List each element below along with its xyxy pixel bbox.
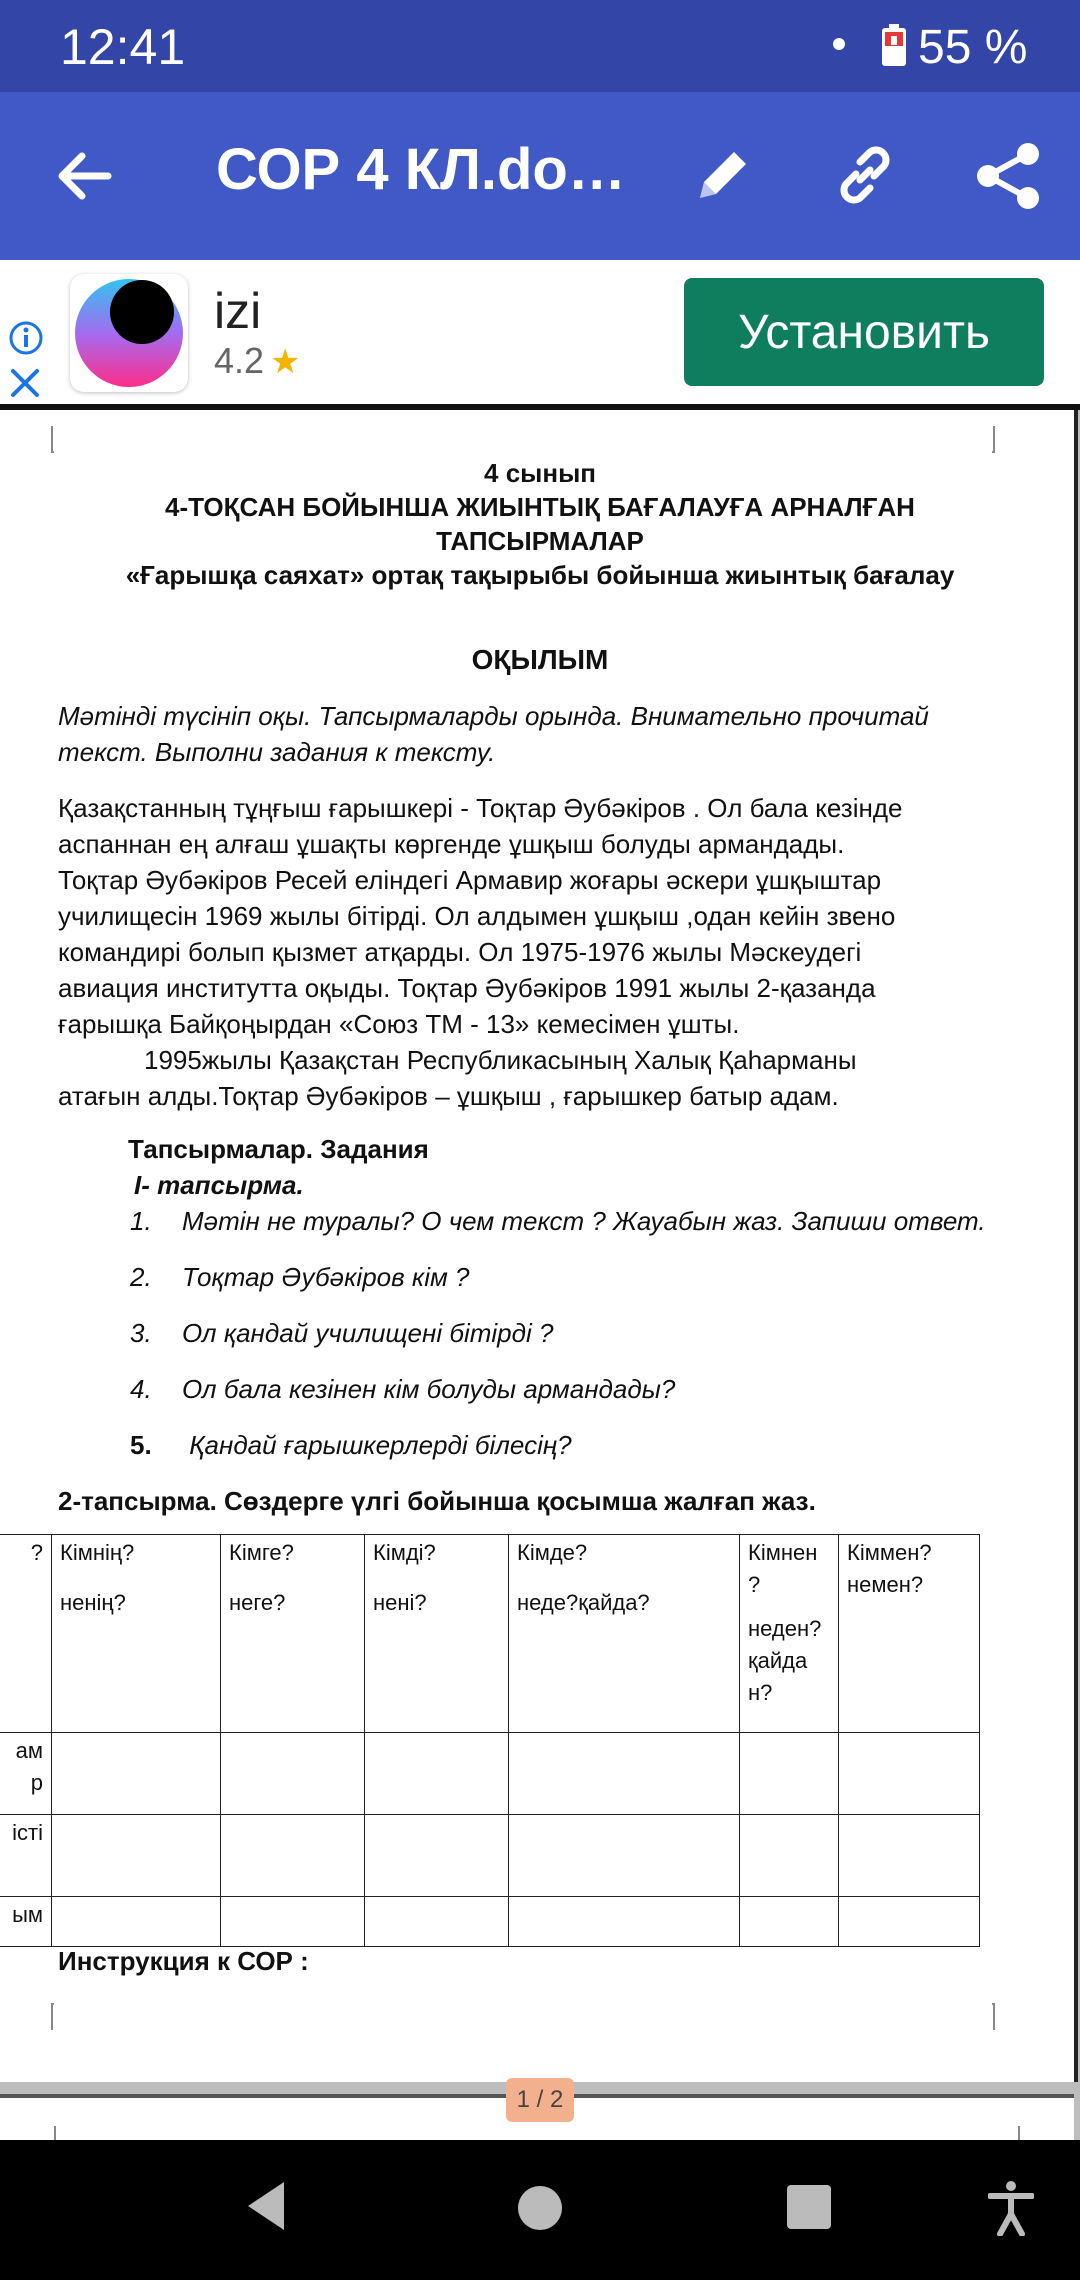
header-line: ? xyxy=(748,1572,761,1597)
table-cell xyxy=(221,1897,365,1947)
table-header-cell xyxy=(0,1535,52,1733)
header-line: немен? xyxy=(847,1572,924,1597)
question-number: 1. xyxy=(130,1206,152,1236)
table-cell xyxy=(221,1815,365,1897)
question-number: 4. xyxy=(130,1374,152,1404)
header-line: қайда xyxy=(748,1648,808,1673)
task2-heading: 2-тапсырма. Сөздерге үлгі бойынша қосымша жалғап жаз. xyxy=(58,1486,816,1516)
crop-mark-icon xyxy=(992,2002,1020,2030)
header-line: Кімнен xyxy=(748,1540,818,1565)
question-number: 2. xyxy=(130,1262,152,1292)
battery-icon xyxy=(880,24,908,68)
battery-percentage: 55 % xyxy=(918,21,1028,74)
paragraph-line: училищесін 1969 жылы бітірді. Ол алдымен ұшқыш ,одан кейін звено xyxy=(58,901,896,931)
document-title: СОР 4 КЛ.do… xyxy=(216,137,626,202)
table-cell xyxy=(52,1815,221,1897)
accessibility-icon[interactable] xyxy=(988,2180,1034,2236)
share-icon[interactable] xyxy=(972,140,1044,212)
paragraph-line: ғарышқа Байқоңырдан «Союз ТМ - 13» кемесімен ұшты. xyxy=(58,1009,740,1039)
header-spacer xyxy=(517,1569,731,1587)
doc-title-line2: ТАПСЫРМАЛАР xyxy=(436,526,644,556)
page-indicator: 1 / 2 xyxy=(506,2078,574,2122)
notification-dot-icon xyxy=(833,38,845,50)
table-cell xyxy=(365,1815,509,1897)
header-line: нені? xyxy=(373,1590,427,1615)
status-bar xyxy=(0,0,1080,92)
row-label-line: р xyxy=(30,1770,43,1795)
question-item xyxy=(130,1374,675,1405)
table-cell xyxy=(509,1897,740,1947)
table-cell xyxy=(365,1897,509,1947)
back-arrow-icon[interactable] xyxy=(52,144,116,208)
ad-rating-value: 4.2 xyxy=(214,340,265,381)
paragraph-line: аспаннан ең алғаш ұшақты көргенде ұшқыш болуды армандады. xyxy=(58,829,845,859)
ad-app-name: izi xyxy=(214,283,262,339)
table-row-label xyxy=(0,1733,52,1815)
table-cell xyxy=(365,1733,509,1815)
question-number: 5. xyxy=(130,1430,152,1460)
paragraph-line xyxy=(58,1042,978,1078)
ad-banner[interactable] xyxy=(0,260,1080,406)
table-row xyxy=(0,1897,980,1947)
header-line: н? xyxy=(748,1680,773,1705)
app-bar xyxy=(0,92,1080,260)
table-header-cell xyxy=(509,1535,740,1733)
izi-app-logo xyxy=(70,274,188,392)
document-viewer[interactable] xyxy=(0,410,1080,2150)
nav-recents-icon[interactable] xyxy=(786,2184,832,2230)
table-cell xyxy=(221,1733,365,1815)
paragraph-line-text: 1995жылы Қазақстан Республикасының Халық Қаһарманы xyxy=(144,1045,857,1075)
question-text: Қандай ғарышкерлерді білесің? xyxy=(182,1430,572,1460)
question-text: Мәтін не туралы? О чем текст ? Жауабын жаз. Запиши ответ. xyxy=(182,1206,986,1236)
table-cell xyxy=(740,1815,839,1897)
ad-close-icon[interactable] xyxy=(8,366,42,400)
doc-title-line1: 4-ТОҚСАН БОЙЫНША ЖИЫНТЫҚ БАҒАЛАУҒА АРНАЛҒАН xyxy=(165,492,915,522)
header-line: неде?қайда? xyxy=(517,1590,650,1615)
question-text: Тоқтар Әубәкіров кім ? xyxy=(182,1262,470,1292)
header-line: Кімнің? xyxy=(60,1540,135,1565)
row-label-line: ым xyxy=(12,1902,43,1927)
header-line: Кімге? xyxy=(229,1540,294,1565)
task1-heading: I- тапсырма. xyxy=(134,1170,304,1200)
paragraph-line: авиация институтта оқыды. Тоқтар Әубәкіров 1991 жылы 2-қазанда xyxy=(58,973,876,1003)
status-time: 12:41 xyxy=(60,19,186,75)
crop-mark-icon xyxy=(992,426,1020,454)
header-line: ? xyxy=(30,1540,43,1565)
table-row-label xyxy=(0,1815,52,1897)
header-line: Кімде? xyxy=(517,1540,588,1565)
doc-section-heading: ОҚЫЛЫМ xyxy=(471,644,609,675)
ad-info-icon[interactable] xyxy=(8,320,44,356)
question-number: 3. xyxy=(130,1318,152,1348)
table-header-cell xyxy=(52,1535,221,1733)
paragraph-line: атағын алды.Тоқтар Әубәкіров – ұшқыш , ғарышкер батыр адам. xyxy=(58,1081,839,1111)
question-item xyxy=(130,1262,469,1293)
table-header-row xyxy=(0,1535,980,1733)
table-header-cell xyxy=(221,1535,365,1733)
table-cell xyxy=(509,1733,740,1815)
paragraph-line: Тоқтар Әубәкіров Ресей еліндегі Армавир жоғары әскери ұшқыштар xyxy=(58,865,882,895)
header-line: ненің? xyxy=(60,1590,126,1615)
nav-home-icon[interactable] xyxy=(516,2184,564,2232)
table-row xyxy=(0,1815,980,1897)
table-header-cell xyxy=(740,1535,839,1733)
crop-mark-icon xyxy=(26,2002,54,2030)
doc-grade: 4 сынып xyxy=(484,458,596,488)
doc-paragraph xyxy=(58,790,978,1114)
star-icon: ★ xyxy=(270,343,301,381)
header-line: неге? xyxy=(229,1590,286,1615)
table-cell xyxy=(52,1733,221,1815)
header-line: Кімді? xyxy=(373,1540,436,1565)
table-cell xyxy=(839,1815,980,1897)
instruction-line: Мәтінді түсініп оқы. Тапсырмаларды орында. Внимательно прочитай xyxy=(58,701,929,731)
tasks-heading: Тапсырмалар. Задания xyxy=(128,1134,429,1164)
footer-instruction: Инструкция к СОР : xyxy=(58,1946,309,1976)
install-button[interactable]: Установить xyxy=(684,278,1044,386)
edit-pencil-icon[interactable] xyxy=(690,142,756,208)
doc-subtitle: «Ғарышқа саяхат» ортақ тақырыбы бойынша жиынтық бағалау xyxy=(125,560,955,590)
link-icon[interactable] xyxy=(830,140,900,210)
suffix-table xyxy=(0,1534,980,1947)
paragraph-line: командирі болып қызмет атқарды. Ол 1975-1976 жылы Мәскеудегі xyxy=(58,937,862,967)
question-item xyxy=(130,1318,553,1349)
table-header-cell xyxy=(839,1535,980,1733)
paragraph-line: Қазақстанның тұңғыш ғарышкері - Тоқтар Әубәкіров . Ол бала кезінде xyxy=(58,793,903,823)
question-item xyxy=(130,1206,986,1237)
header-spacer xyxy=(229,1569,356,1587)
ad-rating xyxy=(214,340,301,382)
question-text: Ол қандай училищені бітірді ? xyxy=(182,1318,554,1348)
table-row-label xyxy=(0,1897,52,1947)
question-item xyxy=(130,1430,572,1461)
doc-instruction xyxy=(58,698,958,770)
question-text: Ол бала кезінен кім болуды армандады? xyxy=(182,1374,676,1404)
row-label-line: істі xyxy=(12,1820,43,1845)
table-cell xyxy=(52,1897,221,1947)
header-line: Кіммен? xyxy=(847,1540,932,1565)
navigation-bar xyxy=(0,2140,1080,2280)
table-cell xyxy=(509,1815,740,1897)
crop-mark-icon xyxy=(26,426,54,454)
nav-back-icon[interactable] xyxy=(244,2180,288,2232)
row-label-line: ам xyxy=(15,1738,43,1763)
table-header-cell xyxy=(365,1535,509,1733)
instruction-line: текст. Выполни задания к тексту. xyxy=(58,737,496,767)
table-row xyxy=(0,1733,980,1815)
header-line: неден? xyxy=(748,1616,822,1641)
header-spacer xyxy=(748,1601,830,1613)
table-cell xyxy=(740,1733,839,1815)
table-cell xyxy=(839,1733,980,1815)
table-cell xyxy=(740,1897,839,1947)
table-cell xyxy=(839,1897,980,1947)
header-spacer xyxy=(60,1569,212,1587)
document-page xyxy=(0,410,1078,2082)
header-spacer xyxy=(373,1569,500,1587)
